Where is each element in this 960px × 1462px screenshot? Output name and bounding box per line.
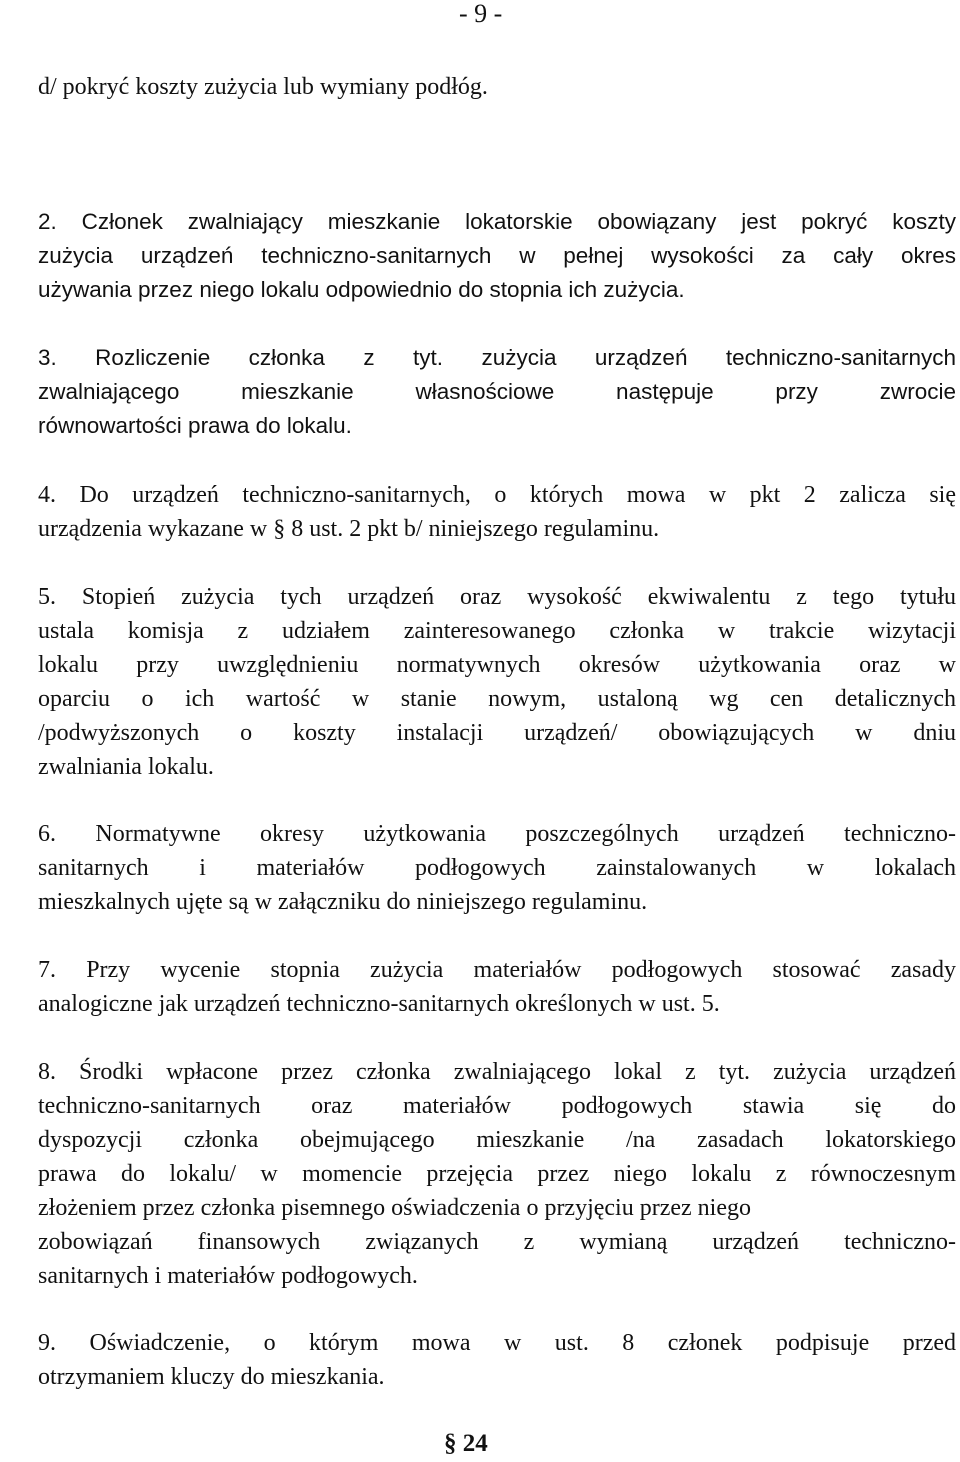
paragraph-line: lokalu przy uwzględnieniu normatywnych okresów użytkowania oraz w [38,652,956,678]
paragraph-2 [38,205,956,307]
paragraph-line: /podwyższonych o koszty instalacji urządzeń/ obowiązujących w dniu [38,720,956,746]
paragraph-line: zwalniania lokalu. [38,754,214,780]
paragraph-8 [38,1055,956,1293]
paragraph-7 [38,953,956,1021]
paragraph-3 [38,341,956,443]
paragraph-line: mieszkalnych ujęte są w załączniku do niniejszego regulaminu. [38,889,648,915]
page-number: - 9 - [459,0,503,28]
paragraph-line: analogiczne jak urządzeń techniczno-sanitarnych określonych w ust. 5. [38,991,720,1017]
paragraph-line: zwalniającego mieszkanie własnościowe następuje przy zwrocie [38,379,956,404]
paragraph-line: równowartości prawa do lokalu. [38,413,352,438]
item-d [38,70,956,104]
paragraph-line: 8. Środki wpłacone przez członka zwalniającego lokal z tyt. zużycia urządzeń [38,1059,956,1085]
paragraph-line: zobowiązań finansowych związanych z wymianą urządzeń techniczno- [38,1229,956,1255]
paragraph-line: otrzymaniem kluczy do mieszkania. [38,1364,385,1390]
paragraph-4 [38,478,956,546]
paragraph-line: używania przez niego lokalu odpowiednio do stopnia ich zużycia. [38,277,685,302]
paragraph-line: 6. Normatywne okresy użytkowania poszczególnych urządzeń techniczno- [38,821,956,847]
paragraph-6 [38,817,956,919]
paragraph-line: sanitarnych i materiałów podłogowych zainstalowanych w lokalach [38,855,956,881]
paragraph-line: złożeniem przez członka pisemnego oświadczenia o przyjęciu przez niego [38,1195,751,1221]
paragraph-line: 7. Przy wycenie stopnia zużycia materiałów podłogowych stosować zasady [38,957,956,983]
paragraph-line: oparciu o ich wartość w stanie nowym, ustaloną wg cen detalicznych [38,686,956,712]
paragraph-line: 5. Stopień zużycia tych urządzeń oraz wysokość ekwiwalentu z tego tytułu [38,584,956,610]
item-d-text: d/ pokryć koszty zużycia lub wymiany podłóg. [38,74,488,100]
paragraph-line: 9. Oświadczenie, o którym mowa w ust. 8 członek podpisuje przed [38,1330,956,1356]
paragraph-line: ustala komisja z udziałem zainteresowanego członka w trakcie wizytacji [38,618,956,644]
paragraph-line: prawa do lokalu/ w momencie przejęcia przez niego lokalu z równoczesnym [38,1161,956,1187]
paragraph-5 [38,580,956,784]
paragraph-line: dyspozycji członka obejmującego mieszkanie /na zasadach lokatorskiego [38,1127,956,1153]
paragraph-line: zużycia urządzeń techniczno-sanitarnych w pełnej wysokości za cały okres [38,243,956,268]
paragraph-line: 2. Członek zwalniający mieszkanie lokatorskie obowiązany jest pokryć koszty [38,209,956,234]
section-heading: § 24 [444,1430,488,1457]
paragraph-line: techniczno-sanitarnych oraz materiałów podłogowych stawia się do [38,1093,956,1119]
paragraph-line: urządzenia wykazane w § 8 ust. 2 pkt b/ niniejszego regulaminu. [38,516,660,542]
paragraph-line: 4. Do urządzeń techniczno-sanitarnych, o których mowa w pkt 2 zalicza się [38,482,956,508]
paragraph-line: 3. Rozliczenie członka z tyt. zużycia urządzeń techniczno-sanitarnych [38,345,956,370]
paragraph-9 [38,1326,956,1394]
paragraph-line: sanitarnych i materiałów podłogowych. [38,1263,418,1289]
